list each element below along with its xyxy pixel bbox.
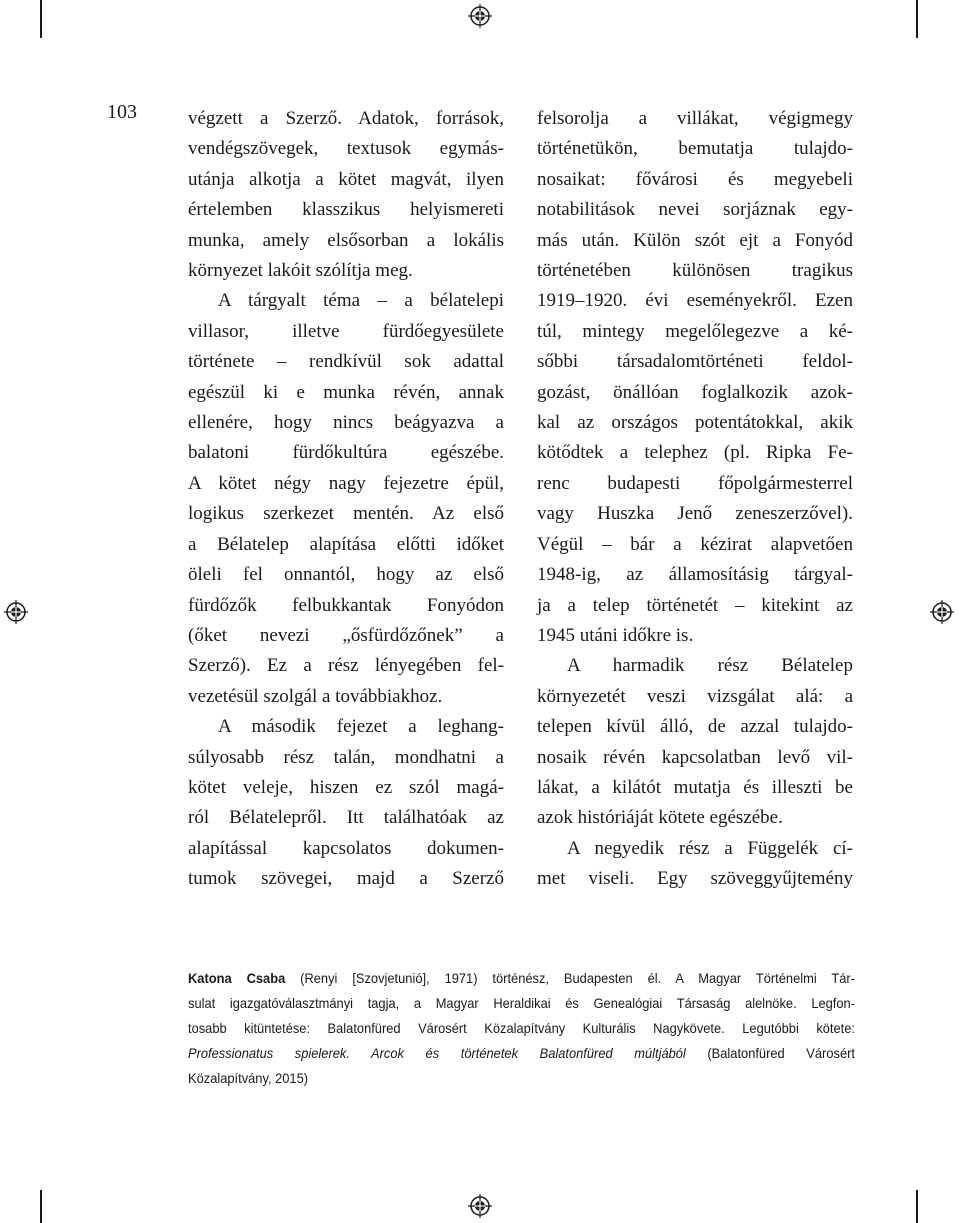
text-line: villasor, illetve fürdőegyesülete (188, 320, 504, 342)
text-line: Végül – bár a kézirat alapvetően (537, 533, 853, 555)
text-line: más után. Külön szót ejt a Fonyód (537, 229, 853, 251)
text-line: 1948-ig, az államosításig tárgyal- (537, 564, 853, 586)
text-line: súlyosabb rész talán, mondhatni a (188, 746, 504, 768)
text-line: Szerző). Ez a rész lényegében fel- (188, 655, 504, 677)
text-line: utánja alkotja a kötet magvát, ilyen (188, 168, 504, 190)
text-line: alapítással kapcsolatos dokumen- (188, 837, 504, 859)
registration-mark-icon (4, 600, 28, 624)
text-line: vendégszövegek, textusok egymás- (188, 138, 504, 160)
text-line: történetében különösen tragikus (537, 260, 853, 282)
text-line: ról Bélatelepről. Itt találhatóak az (188, 807, 504, 829)
text-line: történetükön, bemutatja tulajdo- (537, 138, 853, 160)
text-line: története – rendkívül sok adattal (188, 351, 504, 373)
trim-line-top-left (40, 0, 42, 38)
footnote-text: (Balatonfüred Városért (685, 1045, 855, 1061)
text-line: egészül ki e munka révén, annak (188, 381, 504, 403)
trim-line-top-right (916, 0, 918, 38)
footnote-line: Közalapítvány, 2015) (188, 1070, 309, 1086)
text-line: ellenére, hogy nincs beágyazva a (188, 412, 504, 434)
footnote-text: (Renyi [Szovjetunió], 1971) történész, Budapesten él. A Magyar Történelmi Tár- (285, 970, 856, 986)
footnote-line: tosabb kitüntetése: Balatonfüred Városért Közalapítvány Kulturális Nagykövete. Legutóbbi kötete: (188, 1020, 855, 1036)
footnote-line (188, 1041, 855, 1066)
text-line: A kötet négy nagy fejezetre épül, (188, 472, 504, 494)
text-line: kötődtek a telephez (pl. Ripka Fe- (537, 442, 853, 464)
trim-line-bottom-left (40, 1190, 42, 1223)
text-line: balatoni fürdőkultúra egészébe. (188, 442, 504, 464)
text-line: notabilitások nevei sorjáznak egy- (537, 199, 853, 221)
text-line: felsorolja a villákat, végigmegy (537, 108, 853, 129)
registration-mark-icon (468, 1194, 492, 1218)
trim-line-bottom-right (916, 1190, 918, 1223)
footnote-line (188, 966, 855, 991)
text-line: környezetét veszi vizsgálat alá: a (537, 685, 853, 707)
text-line: azok históriáját kötete egészébe. (537, 807, 783, 829)
text-line: munka, amely elsősorban a lokális (188, 229, 504, 251)
text-line: nosaik révén kapcsolatban levő vil- (537, 746, 853, 768)
author-name: Katona Csaba (188, 970, 286, 986)
text-line: logikus szerkezet mentén. Az első (188, 503, 504, 525)
text-line: fürdőzők felbukkantak Fonyódon (188, 594, 504, 616)
text-line: kötet veleje, hiszen ez szól magá- (188, 776, 504, 798)
text-line: A negyedik rész a Függelék cí- (567, 837, 853, 859)
registration-mark-icon (930, 600, 954, 624)
text-line: renc budapesti főpolgármesterrel (537, 472, 853, 494)
text-line: A második fejezet a leghang- (218, 716, 504, 738)
text-line: túl, mintegy megelőlegezve a ké- (537, 320, 853, 342)
text-line: A tárgyalt téma – a bélatelepi (218, 290, 504, 312)
text-line: öleli fel onnantól, hogy az első (188, 564, 504, 586)
text-line: a Bélatelep alapítása előtti időket (188, 533, 504, 555)
text-line: lákat, a kilátót mutatja és illeszti be (537, 776, 853, 798)
text-line: A harmadik rész Bélatelep (567, 655, 853, 677)
text-line: sőbbi társadalomtörténeti feldol- (537, 351, 853, 373)
text-line: 1919–1920. évi eseményekről. Ezen (537, 290, 853, 312)
book-title: Professionatus spielerek. Arcok és történetek Balatonfüred múltjából (188, 1045, 686, 1061)
footnote-line: sulat igazgatóválasztmányi tagja, a Magyar Heraldikai és Genealógiai Társaság alelnöke. Legfon- (188, 995, 855, 1011)
text-line: met viseli. Egy szöveggyűjtemény (537, 868, 853, 890)
author-bio-footnote (188, 966, 855, 1091)
text-line: telepen kívül álló, de azzal tulajdo- (537, 716, 853, 738)
page-number: 103 (107, 101, 137, 123)
right-column (537, 104, 853, 895)
text-line: ja a telep történetét – kitekint az (537, 594, 853, 616)
text-line: 1945 utáni időkre is. (537, 624, 694, 646)
text-line: gozást, önállóan foglalkozik azok- (537, 381, 853, 403)
text-line: vagy Huszka Jenő zeneszerzővel). (537, 503, 853, 525)
text-line: környezet lakóit szólítja meg. (188, 260, 413, 282)
text-line: vezetésül szolgál a továbbiakhoz. (188, 685, 443, 707)
text-line: végzett a Szerző. Adatok, források, (188, 108, 504, 129)
registration-mark-icon (468, 4, 492, 28)
text-line: (őket nevezi „ősfürdőzőnek” a (188, 624, 504, 646)
text-line: kal az országos potentátokkal, akik (537, 412, 853, 434)
text-line: értelemben klasszikus helyismereti (188, 199, 504, 221)
text-line: tumok szövegei, majd a Szerző (188, 868, 504, 890)
left-column (188, 104, 504, 895)
text-line: nosaikat: fővárosi és megyebeli (537, 168, 853, 190)
